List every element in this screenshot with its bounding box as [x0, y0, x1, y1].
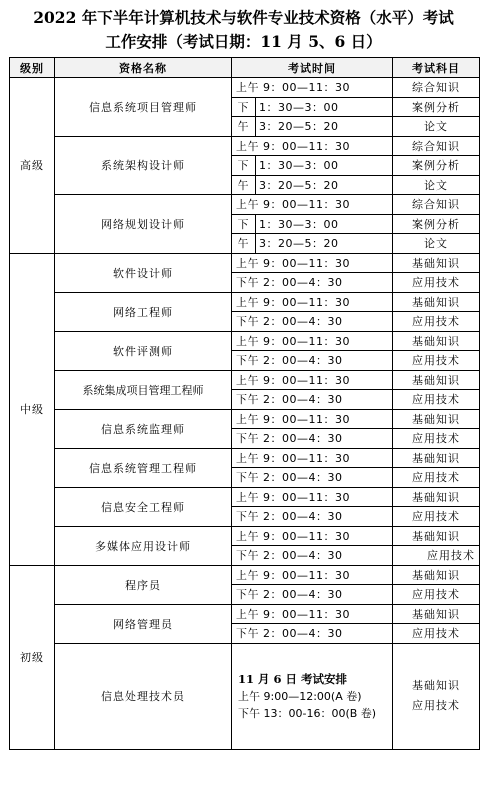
qualification-name: 信息安全工程师 — [55, 487, 232, 526]
table-row — [10, 565, 480, 585]
table-row — [10, 604, 480, 624]
time-pm: 下午 2：00—4：30 — [232, 429, 393, 449]
qualification-name: 程序员 — [55, 565, 232, 604]
qualification-name: 软件设计师 — [55, 253, 232, 292]
subject: 论文 — [393, 234, 480, 254]
time-am: 上午 9：00—11：30 — [232, 253, 393, 273]
subject: 案例分析 — [393, 97, 480, 117]
table-row — [10, 195, 480, 215]
qualification-name: 系统架构设计师 — [55, 136, 232, 195]
header-level: 级别 — [10, 58, 55, 78]
notice-am: 上午 9:00—12:00(A 卷) — [238, 689, 362, 703]
table-row — [10, 292, 480, 312]
qualification-name: 信息系统监理师 — [55, 409, 232, 448]
subject: 基础知识 — [393, 487, 480, 507]
notice-pm: 下午 13：00-16：00(B 卷) — [238, 706, 377, 720]
pm-label-top: 下 — [232, 214, 256, 234]
time-pm: 下午 2：00—4：30 — [232, 507, 393, 527]
subject: 论文 — [393, 117, 480, 137]
level-senior: 高级 — [10, 78, 55, 254]
time-pm-2: 3：20—5：20 — [256, 117, 393, 137]
subject-group — [393, 643, 480, 749]
qualification-name: 信息系统项目管理师 — [55, 78, 232, 137]
qualification-name: 网络管理员 — [55, 604, 232, 643]
subject: 应用技术 — [393, 351, 480, 371]
exam-schedule-table — [9, 57, 480, 750]
time-am: 上午 9：00—11：30 — [232, 409, 393, 429]
table-row — [10, 643, 480, 749]
subject: 案例分析 — [393, 214, 480, 234]
time-am: 上午 9：00—11：30 — [232, 487, 393, 507]
subject: 基础知识 — [393, 253, 480, 273]
time-pm: 下午 2：00—4：30 — [232, 546, 393, 566]
subject: 基础知识 — [393, 448, 480, 468]
subject: 应用技术 — [393, 585, 480, 605]
time-am: 上午 9：00—11：30 — [232, 370, 393, 390]
subject: 基础知识 — [393, 370, 480, 390]
subject: 基础知识 — [412, 679, 460, 692]
notice-title: 11 月 6 日 考试安排 — [238, 671, 348, 686]
table-row — [10, 331, 480, 351]
time-am: 上午 9：00—11：30 — [232, 292, 393, 312]
time-pm-1: 1：30—3：00 — [256, 97, 393, 117]
subject: 基础知识 — [393, 409, 480, 429]
title-line-2: 工作安排（考试日期：11 月 5、6 日） — [105, 32, 382, 51]
time-am: 上午 9：00—11：30 — [232, 195, 393, 215]
subject: 应用技术 — [393, 468, 480, 488]
time-pm: 下午 2：00—4：30 — [232, 390, 393, 410]
time-am: 上午 9：00—11：30 — [232, 448, 393, 468]
table-row — [10, 370, 480, 390]
time-pm: 下午 2：00—4：30 — [232, 468, 393, 488]
header-subject: 考试科目 — [393, 58, 480, 78]
pm-label-bottom: 午 — [232, 234, 256, 254]
subject: 基础知识 — [393, 292, 480, 312]
pm-label-bottom: 午 — [232, 175, 256, 195]
qualification-name: 软件评测师 — [55, 331, 232, 370]
subject: 应用技术 — [393, 624, 480, 644]
subject: 应用技术 — [393, 507, 480, 527]
table-row — [10, 526, 480, 546]
subject: 应用技术 — [393, 312, 480, 332]
table-row — [10, 448, 480, 468]
subject: 综合知识 — [393, 78, 480, 98]
page-title — [0, 6, 487, 54]
qualification-name: 信息处理技术员 — [55, 643, 232, 749]
table-row — [10, 409, 480, 429]
pm-label-top: 下 — [232, 97, 256, 117]
pm-label-top: 下 — [232, 156, 256, 176]
time-pm: 下午 2：00—4：30 — [232, 351, 393, 371]
table-row — [10, 78, 480, 98]
table-row — [10, 136, 480, 156]
time-am: 上午 9：00—11：30 — [232, 136, 393, 156]
subject: 基础知识 — [393, 565, 480, 585]
time-pm: 下午 2：00—4：30 — [232, 273, 393, 293]
time-am: 上午 9：00—11：30 — [232, 526, 393, 546]
time-am: 上午 9：00—11：30 — [232, 331, 393, 351]
subject: 案例分析 — [393, 156, 480, 176]
header-qualification: 资格名称 — [55, 58, 232, 78]
subject: 应用技术 — [393, 273, 480, 293]
time-pm: 下午 2：00—4：30 — [232, 585, 393, 605]
qualification-name: 系统集成项目管理工程师 — [55, 370, 232, 409]
qualification-name: 网络工程师 — [55, 292, 232, 331]
time-am: 上午 9：00—11：30 — [232, 565, 393, 585]
time-pm-2: 3：20—5：20 — [256, 175, 393, 195]
subject: 基础知识 — [393, 526, 480, 546]
time-pm: 下午 2：00—4：30 — [232, 312, 393, 332]
subject: 综合知识 — [393, 136, 480, 156]
qualification-name: 信息系统管理工程师 — [55, 448, 232, 487]
time-pm-1: 1：30—3：00 — [256, 214, 393, 234]
subject: 应用技术 — [393, 546, 480, 566]
subject: 应用技术 — [393, 429, 480, 449]
time-am: 上午 9：00—11：30 — [232, 78, 393, 98]
level-junior: 初级 — [10, 565, 55, 749]
header-row — [10, 58, 480, 78]
subject: 应用技术 — [393, 390, 480, 410]
time-pm-2: 3：20—5：20 — [256, 234, 393, 254]
time-am: 上午 9：00—11：30 — [232, 604, 393, 624]
subject: 综合知识 — [393, 195, 480, 215]
qualification-name: 网络规划设计师 — [55, 195, 232, 254]
subject: 基础知识 — [393, 331, 480, 351]
pm-label-bottom: 午 — [232, 117, 256, 137]
table-row — [10, 487, 480, 507]
qualification-name: 多媒体应用设计师 — [55, 526, 232, 565]
table-row — [10, 253, 480, 273]
info-tech-notice — [232, 643, 393, 749]
level-mid: 中级 — [10, 253, 55, 565]
subject: 基础知识 — [393, 604, 480, 624]
time-pm: 下午 2：00—4：30 — [232, 624, 393, 644]
subject: 应用技术 — [412, 699, 460, 712]
title-line-1: 2022 年下半年计算机技术与软件专业技术资格（水平）考试 — [33, 8, 454, 27]
header-time: 考试时间 — [232, 58, 393, 78]
time-pm-1: 1：30—3：00 — [256, 156, 393, 176]
subject: 论文 — [393, 175, 480, 195]
